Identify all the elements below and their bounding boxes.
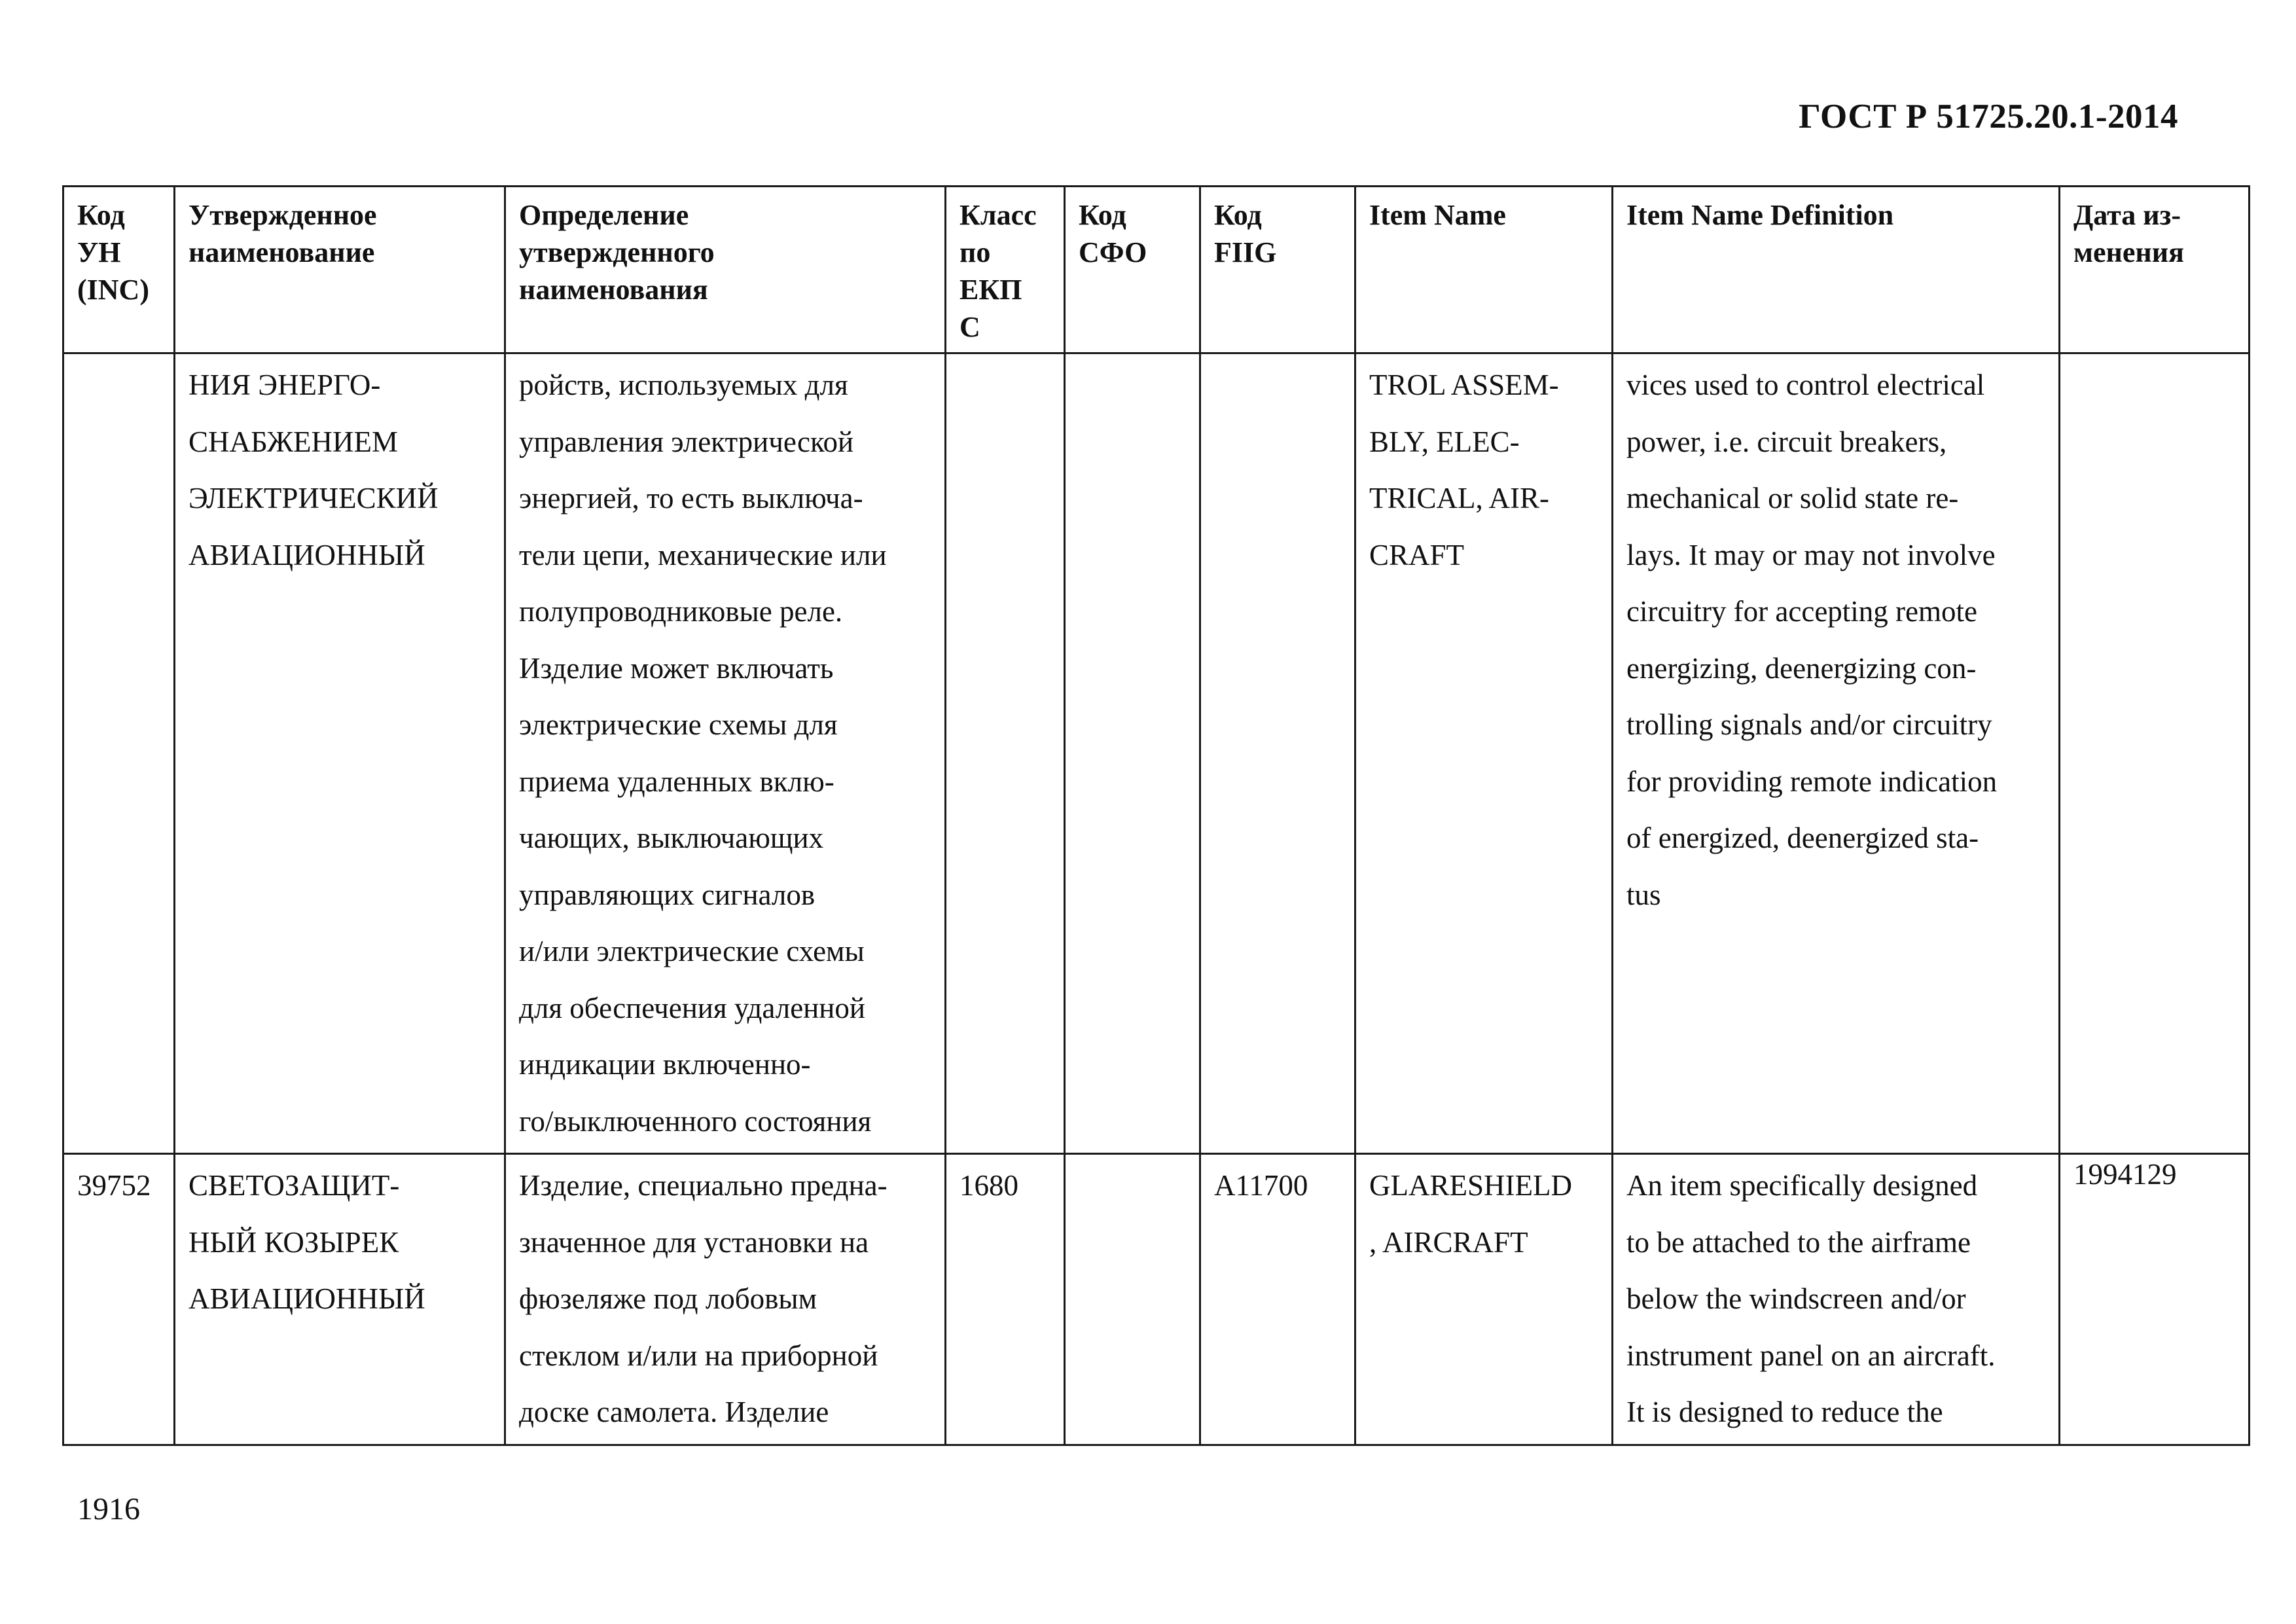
column-header-line: СФО <box>1079 236 1147 268</box>
cell-text-line: для обеспечения удаленной <box>519 991 865 1024</box>
cell-text-line: energizing, deenergizing con- <box>1626 651 1977 685</box>
column-header-line: наименования <box>519 274 708 306</box>
cell-code <box>63 1154 175 1445</box>
column-header-line: FIIG <box>1214 236 1277 268</box>
cell-text-line: 39752 <box>77 1169 151 1202</box>
column-header-line: утвержденного <box>519 236 715 268</box>
column-header-ekps-class <box>946 187 1065 353</box>
cell-definition <box>505 1154 946 1445</box>
cell-item-name <box>1355 353 1613 1154</box>
column-header-line: наименование <box>188 236 375 268</box>
cell-ekps-class <box>946 353 1065 1154</box>
cell-text-line: to be attached to the airframe <box>1626 1225 1971 1259</box>
cell-text-line: It is designed to reduce the <box>1626 1396 1943 1428</box>
column-header-line: С <box>960 311 980 343</box>
column-header-line: Утвержденное <box>188 199 377 231</box>
column-header-line: Item Name Definition <box>1626 199 1894 231</box>
cell-text-line: Изделие может включать <box>519 651 834 685</box>
column-header-change-date <box>2060 187 2250 353</box>
cell-text-line: for providing remote indication <box>1626 765 1998 798</box>
cell-sfo-code <box>1065 1154 1200 1445</box>
column-header-sfo-code <box>1065 187 1200 353</box>
cell-fiig-code <box>1200 353 1355 1154</box>
column-header-line: Item Name <box>1369 199 1506 231</box>
cell-text-line: СНАБЖЕНИЕМ <box>188 425 399 458</box>
column-header-item-name-definition <box>1613 187 2060 353</box>
column-header-line: менения <box>2073 236 2184 268</box>
table-row <box>63 1154 2250 1445</box>
column-header-line: Определение <box>519 199 689 231</box>
cell-text-line: TRICAL, AIR- <box>1369 482 1549 514</box>
page-number: 1916 <box>77 1492 140 1526</box>
cell-text-line: электрические схемы для <box>519 708 838 741</box>
cell-approved-name <box>175 353 505 1154</box>
column-header-definition <box>505 187 946 353</box>
cell-approved-name <box>175 1154 505 1445</box>
column-header-line: Класс <box>960 199 1037 231</box>
cell-text-line: НИЯ ЭНЕРГО- <box>188 369 381 401</box>
cell-text-line: управления электрической <box>519 425 854 458</box>
column-header-line: по <box>960 236 991 268</box>
cell-text-line: An item specifically designed <box>1626 1169 1978 1202</box>
column-header-item-name <box>1355 187 1613 353</box>
cell-text-line: , AIRCRAFT <box>1369 1225 1528 1259</box>
cell-text-line: instrument panel on an aircraft. <box>1626 1339 1996 1372</box>
column-header-line: Код <box>77 199 125 231</box>
cell-ekps-class <box>946 1154 1065 1445</box>
cell-text-line: tus <box>1626 878 1661 911</box>
cell-text-line: го/выключенного состояния <box>519 1104 872 1138</box>
cell-text-line: СВЕТОЗАЩИТ- <box>188 1169 400 1202</box>
cell-text-line: чающих, выключающих <box>519 821 824 854</box>
cell-code <box>63 353 175 1154</box>
column-header-approved-name <box>175 187 505 353</box>
cell-text-line: энергией, то есть выключа- <box>519 482 863 514</box>
cell-text-line: vices used to control electrical <box>1626 369 1985 401</box>
cell-fiig-code <box>1200 1154 1355 1445</box>
cell-text-line: CRAFT <box>1369 538 1465 571</box>
cell-text-line: ЭЛЕКТРИЧЕСКИЙ <box>188 482 439 514</box>
cell-text-line: АВИАЦИОННЫЙ <box>188 538 425 571</box>
nomenclature-table <box>62 185 2250 1446</box>
cell-change-date <box>2060 1154 2250 1445</box>
cell-text-line: 1994129 <box>2073 1158 2177 1191</box>
cell-text-line: НЫЙ КОЗЫРЕК <box>188 1225 399 1259</box>
cell-text-line: значенное для установки на <box>519 1225 869 1259</box>
cell-item-name-definition <box>1613 1154 2060 1445</box>
cell-change-date <box>2060 353 2250 1154</box>
cell-item-name <box>1355 1154 1613 1445</box>
cell-text-line: trolling signals and/or circuitry <box>1626 708 1992 741</box>
column-header-line: УН <box>77 236 121 268</box>
cell-text-line: of energized, deenergized sta- <box>1626 821 1979 854</box>
cell-text-line: circuitry for accepting remote <box>1626 595 1977 628</box>
cell-text-line: полупроводниковые реле. <box>519 595 843 628</box>
column-header-line: (INC) <box>77 274 149 306</box>
cell-text-line: A11700 <box>1214 1169 1308 1202</box>
column-header-fiig-code <box>1200 187 1355 353</box>
cell-text-line: TROL ASSEM- <box>1369 369 1559 401</box>
cell-text-line: АВИАЦИОННЫЙ <box>188 1282 425 1315</box>
column-header-line: ЕКП <box>960 274 1022 306</box>
cell-text-line: доске самолета. Изделие <box>519 1396 829 1428</box>
column-header-line: Код <box>1079 199 1126 231</box>
cell-text-line: below the windscreen and/or <box>1626 1282 1966 1315</box>
cell-text-line: фюзеляже под лобовым <box>519 1282 817 1315</box>
column-header-line: Код <box>1214 199 1262 231</box>
cell-text-line: стеклом и/или на приборной <box>519 1339 878 1372</box>
cell-sfo-code <box>1065 353 1200 1154</box>
cell-item-name-definition <box>1613 353 2060 1154</box>
cell-text-line: и/или электрические схемы <box>519 935 865 967</box>
cell-text-line: тели цепи, механические или <box>519 538 887 571</box>
cell-text-line: GLARESHIELD <box>1369 1169 1572 1202</box>
cell-text-line: mechanical or solid state re- <box>1626 482 1959 514</box>
cell-definition <box>505 353 946 1154</box>
column-header-line: Дата из- <box>2073 199 2181 231</box>
cell-text-line: приема удаленных вклю- <box>519 765 834 798</box>
header-row <box>63 187 2250 353</box>
cell-text-line: BLY, ELEC- <box>1369 425 1520 458</box>
cell-text-line: lays. It may or may not involve <box>1626 538 1996 571</box>
standard-designation: ГОСТ Р 51725.20.1-2014 <box>1799 98 2178 135</box>
cell-text-line: управляющих сигналов <box>519 878 816 911</box>
cell-text-line: power, i.e. circuit breakers, <box>1626 425 1947 458</box>
cell-text-line: Изделие, специально предна- <box>519 1169 888 1202</box>
column-header-code <box>63 187 175 353</box>
cell-text-line: 1680 <box>960 1169 1018 1202</box>
cell-text-line: ройств, используемых для <box>519 369 848 401</box>
cell-text-line: индикации включенно- <box>519 1048 811 1081</box>
table-row <box>63 353 2250 1154</box>
